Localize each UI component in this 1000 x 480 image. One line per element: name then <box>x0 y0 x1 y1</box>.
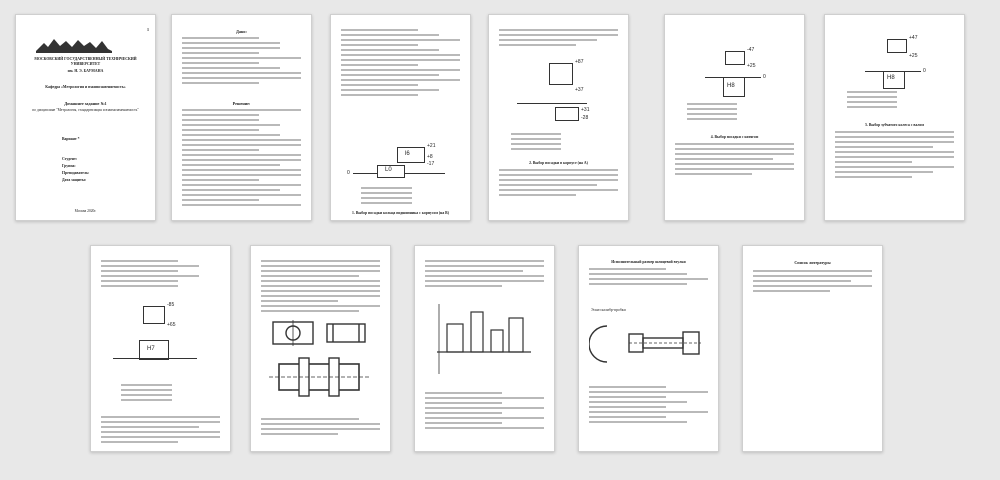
dim-label: -47 <box>747 47 755 53</box>
page-spline-gauge <box>578 245 719 452</box>
dim-label: +25 <box>909 53 918 59</box>
tolerance-scheme <box>429 294 539 384</box>
zone-label: H8 <box>727 83 735 89</box>
dim-label: 0 <box>923 68 926 74</box>
page-clearance-fit <box>90 245 231 452</box>
dim-label: +37 <box>575 87 584 93</box>
calc-text <box>425 392 544 432</box>
department: Кафедра «Метрология и взаимозаменяемость» <box>45 85 126 89</box>
dim-label: 0 <box>347 170 350 176</box>
student-label: Студент: <box>62 157 78 161</box>
intro-text <box>589 268 708 288</box>
city-year: Москва 2020г. <box>74 209 97 213</box>
page-interference-fit <box>664 14 805 221</box>
university-name: МОСКОВСКИЙ ГОСУДАРСТВЕННЫЙ ТЕХНИЧЕСКИЙ УНИВЕРСИТЕТ <box>34 57 137 66</box>
zone-label: l6 <box>405 151 410 157</box>
university-logo <box>34 37 114 53</box>
figure-caption: 1. Выбор посадки кольца подшипника с корпусом (на В) <box>352 211 449 215</box>
dim-label: -28 <box>581 115 589 121</box>
dim-label: -17 <box>427 161 435 167</box>
given-heading: Дано: <box>236 29 247 34</box>
gauge-sketch <box>589 318 709 368</box>
intro-text <box>425 260 544 290</box>
section-heading: 4. Выбор посадки с натягом <box>710 135 759 139</box>
section-heading: Исполнительный размер шлицевой втулки <box>611 260 686 264</box>
dim-label: +87 <box>575 59 584 65</box>
calc-text <box>361 187 440 207</box>
formula-text <box>341 29 460 99</box>
gauge-sketch-label: Эскиз калибр-пробки <box>591 308 626 312</box>
dim-label: +25 <box>747 63 756 69</box>
tolerance-zone-upper <box>887 39 907 53</box>
calc-text <box>589 386 708 426</box>
page-number: 1 <box>147 27 149 32</box>
page-gear-fit <box>824 14 965 221</box>
tolerance-zone-upper <box>549 63 573 85</box>
tolerance-zone-upper <box>397 147 425 163</box>
page-thread-gauge <box>250 245 391 452</box>
intro-text <box>261 260 380 315</box>
zero-line <box>517 103 587 104</box>
tolerance-zone-upper <box>725 51 745 65</box>
intro-text <box>499 29 618 49</box>
page-references <box>742 245 883 452</box>
calc-text <box>121 384 200 404</box>
dim-label: +31 <box>581 107 590 113</box>
assembly-drawing <box>265 314 375 404</box>
dim-label: +21 <box>427 143 436 149</box>
dim-label: -85 <box>167 302 175 308</box>
section-text <box>499 169 618 199</box>
zone-label: L0 <box>385 167 392 173</box>
page-title-sheet <box>15 14 156 221</box>
teacher-label: Преподаватель: <box>62 171 90 175</box>
university-named: им. Н. Э. БАУМАНА <box>67 69 104 73</box>
tolerance-zone-upper <box>143 306 165 324</box>
task-subject: по дисциплине "Метрология, стандартизация и взаимозаменяемость" <box>32 108 139 112</box>
variant: Вариант * <box>62 137 80 141</box>
dim-label: +8 <box>427 154 433 160</box>
dim-label: 0 <box>763 74 766 80</box>
references-list <box>753 270 872 295</box>
given-text <box>182 37 301 87</box>
group-label: Группа: <box>62 164 76 168</box>
calc-text <box>847 91 924 111</box>
calc-text <box>511 133 588 153</box>
section-text <box>261 418 380 438</box>
dim-label: +65 <box>167 322 176 328</box>
page-given <box>171 14 312 221</box>
solution-text <box>182 109 301 209</box>
intro-text <box>101 260 220 290</box>
page-bearing-fit <box>330 14 471 221</box>
zero-line <box>113 358 197 359</box>
dim-label: +47 <box>909 35 918 41</box>
date-label: Дата защиты: <box>62 178 87 182</box>
page-gauge-calc <box>414 245 555 452</box>
zone-label: H8 <box>887 75 895 81</box>
section-text <box>835 131 954 181</box>
tolerance-zone-lower <box>555 107 579 121</box>
section-text <box>675 143 794 178</box>
calc-text <box>687 103 764 123</box>
zone-label: H7 <box>147 346 155 352</box>
section-text <box>101 416 220 446</box>
references-heading: Список литературы <box>794 260 831 265</box>
section-heading: 5. Выбор зубчатого колеса с валом <box>865 123 924 127</box>
section-heading: 2. Выбор посадки в корпусе (на А) <box>529 161 588 165</box>
page-housing-fit <box>488 14 629 221</box>
task-title: Домашнее задание №1 <box>64 101 107 106</box>
solution-heading: Решение: <box>232 101 251 106</box>
